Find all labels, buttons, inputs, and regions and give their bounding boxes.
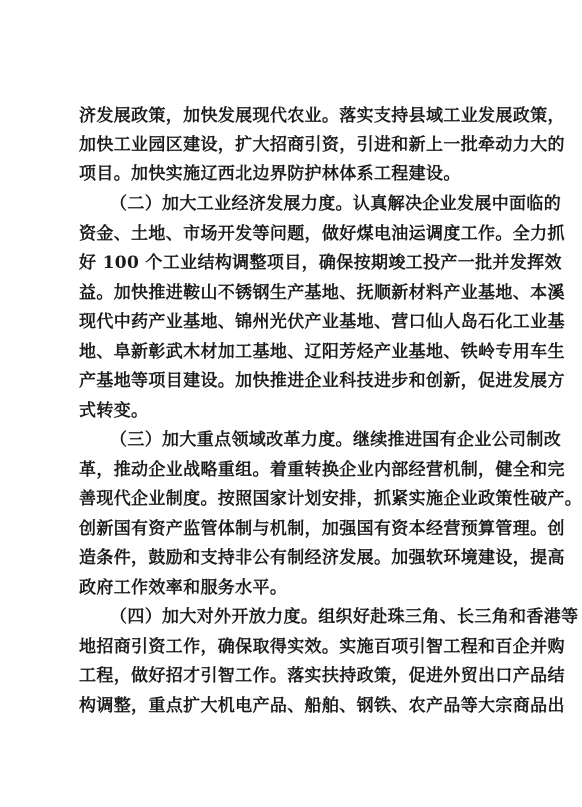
text-line: 产基地等项目建设。加快推进企业科技进步和创新，促进发展方	[79, 371, 565, 391]
text-line: 式转变。	[79, 401, 149, 421]
section-heading-line: （三）加大重点领域改革力度。继续推进国有企业公司制改	[110, 430, 562, 450]
text-line: 益。加快推进鞍山不锈钢生产基地、抚顺新材料产业基地、本溪	[79, 283, 565, 303]
text-line: 地招商引资工作，确保取得实效。实施百项引智工程和百企并购	[79, 637, 565, 657]
text-line: 项目。加快实施辽西北边界防护林体系工程建设。	[79, 164, 461, 184]
text-line: 资金、土地、市场开发等问题，做好煤电油运调度工作。全力抓	[79, 224, 565, 244]
text-line: 好 100 个工业结构调整项目，确保按期竣工投产一批并发挥效	[79, 253, 562, 273]
section-heading-line: （二）加大工业经济发展力度。认真解决企业发展中面临的	[110, 194, 562, 214]
text-line: 创新国有资产监管体制与机制，加强国有资本经营预算管理。创	[79, 519, 565, 539]
text-line: 善现代企业制度。按照国家计划安排，抓紧实施企业政策性破产。	[79, 489, 582, 509]
text-line: 构调整，重点扩大机电产品、船舶、钢铁、农产品等大宗商品出	[79, 696, 565, 716]
text-line: 革，推动企业战略重组。着重转换企业内部经营机制，健全和完	[79, 460, 565, 480]
text-line: 加快工业园区建设，扩大招商引资，引进和新上一批牵动力大的	[79, 135, 565, 155]
section-heading-line: （四）加大对外开放力度。组织好赴珠三角、长三角和香港等	[110, 607, 579, 627]
text-line: 现代中药产业基地、锦州光伏产业基地、营口仙人岛石化工业基	[79, 312, 565, 332]
text-line: 地、阜新彰武木材加工基地、辽阳芳烃产业基地、铁岭专用车生	[79, 342, 565, 362]
text-line: 工程，做好招才引智工作。落实扶持政策，促进外贸出口产品结	[79, 666, 565, 686]
text-line: 政府工作效率和服务水平。	[79, 578, 288, 598]
text-line: 造条件，鼓励和支持非公有制经济发展。加强软环境建设，提高	[79, 548, 565, 568]
text-line: 济发展政策，加快发展现代农业。落实支持县域工业发展政策，	[79, 106, 565, 126]
